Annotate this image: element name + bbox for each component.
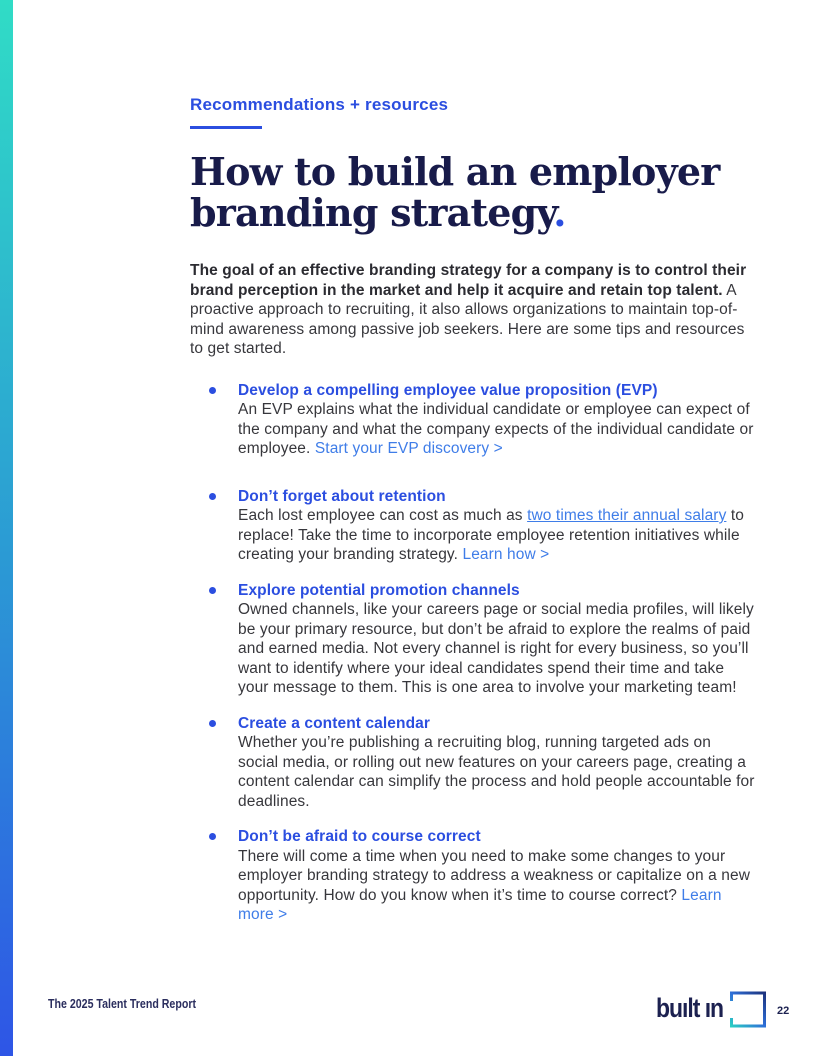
tip-heading: Explore potential promotion channels [238, 581, 520, 599]
intro-regular-text: A proactive approach to recruiting, it also allows organizations to maintain top-of-mind awareness among passive job seekers. Here are some tips and resources to get started. [190, 281, 745, 357]
intro-paragraph [190, 261, 756, 359]
tips-list [190, 381, 756, 925]
builtin-logo-square-icon [730, 991, 766, 1028]
builtin-logo [656, 990, 768, 1030]
section-eyebrow: Recommendations + resources [190, 95, 449, 114]
intro-bold-text: The goal of an effective branding strategy for a company is to control their brand perception in the market and help it acquire and retain top talent. [190, 262, 747, 299]
tip-body: Each lost employee can cost as much as [238, 507, 523, 524]
report-title: The 2025 Talent Trend Report [48, 997, 197, 1011]
page-number: 22 [777, 1005, 790, 1017]
tip-body: An EVP explains what the individual candidate or employee can expect of the company and what the company expects of the individual candidate or employee. [238, 401, 754, 457]
page-title [190, 151, 756, 233]
tip-heading: Create a content calendar [238, 714, 431, 732]
tip-heading: Develop a compelling employee value proposition (EVP) [238, 381, 658, 399]
learn-how-link[interactable]: Learn how > [462, 546, 550, 563]
list-item-retention [190, 487, 755, 565]
tip-body: There will come a time when you need to make some changes to your employer branding strategy to address a weakness or capitalize on a new opportunity. How do you know when it’s time to course correct? [238, 847, 750, 904]
learn-more-link[interactable]: Learn more > [238, 886, 722, 923]
evp-discovery-link[interactable]: Start your EVP discovery > [314, 440, 503, 457]
title-accent-period: . [553, 190, 566, 235]
tip-body: Whether you’re publishing a recruiting blog, running targeted ads on social media, or rolling out new features on your careers page, creating a content calendar can simplify the process and hold people accountable for deadlines. [238, 734, 755, 810]
page-content [190, 95, 756, 941]
list-item-evp [190, 381, 755, 459]
tip-heading: Don’t be afraid to course correct [238, 828, 481, 845]
page-title-line1: How to build an employer [190, 149, 720, 194]
list-item-calendar [190, 714, 755, 812]
tip-body: Owned channels, like your careers page or social media profiles, will likely be your primary resource, but don’t be afraid to explore the realms of paid and earned media. Not every channel is right for every business, so you’ll want to identify where your ideal candidates spend their time and take your message to them. This is one area to involve your marketing team! [238, 601, 754, 696]
tip-heading: Don’t forget about retention [238, 487, 446, 505]
eyebrow-underline [190, 126, 262, 129]
tip-body: to replace! Take the time to incorporate employee retention initiatives while creating your branding strategy. [238, 507, 744, 563]
salary-cost-link[interactable]: two times their annual salary [527, 507, 727, 524]
page-title-line2: branding strategy. [190, 190, 566, 235]
list-item-course-correct [190, 827, 755, 925]
builtin-logo-text: buılt ın [656, 993, 724, 1023]
page-accent-bar [0, 0, 13, 1056]
list-item-channels [190, 581, 755, 698]
